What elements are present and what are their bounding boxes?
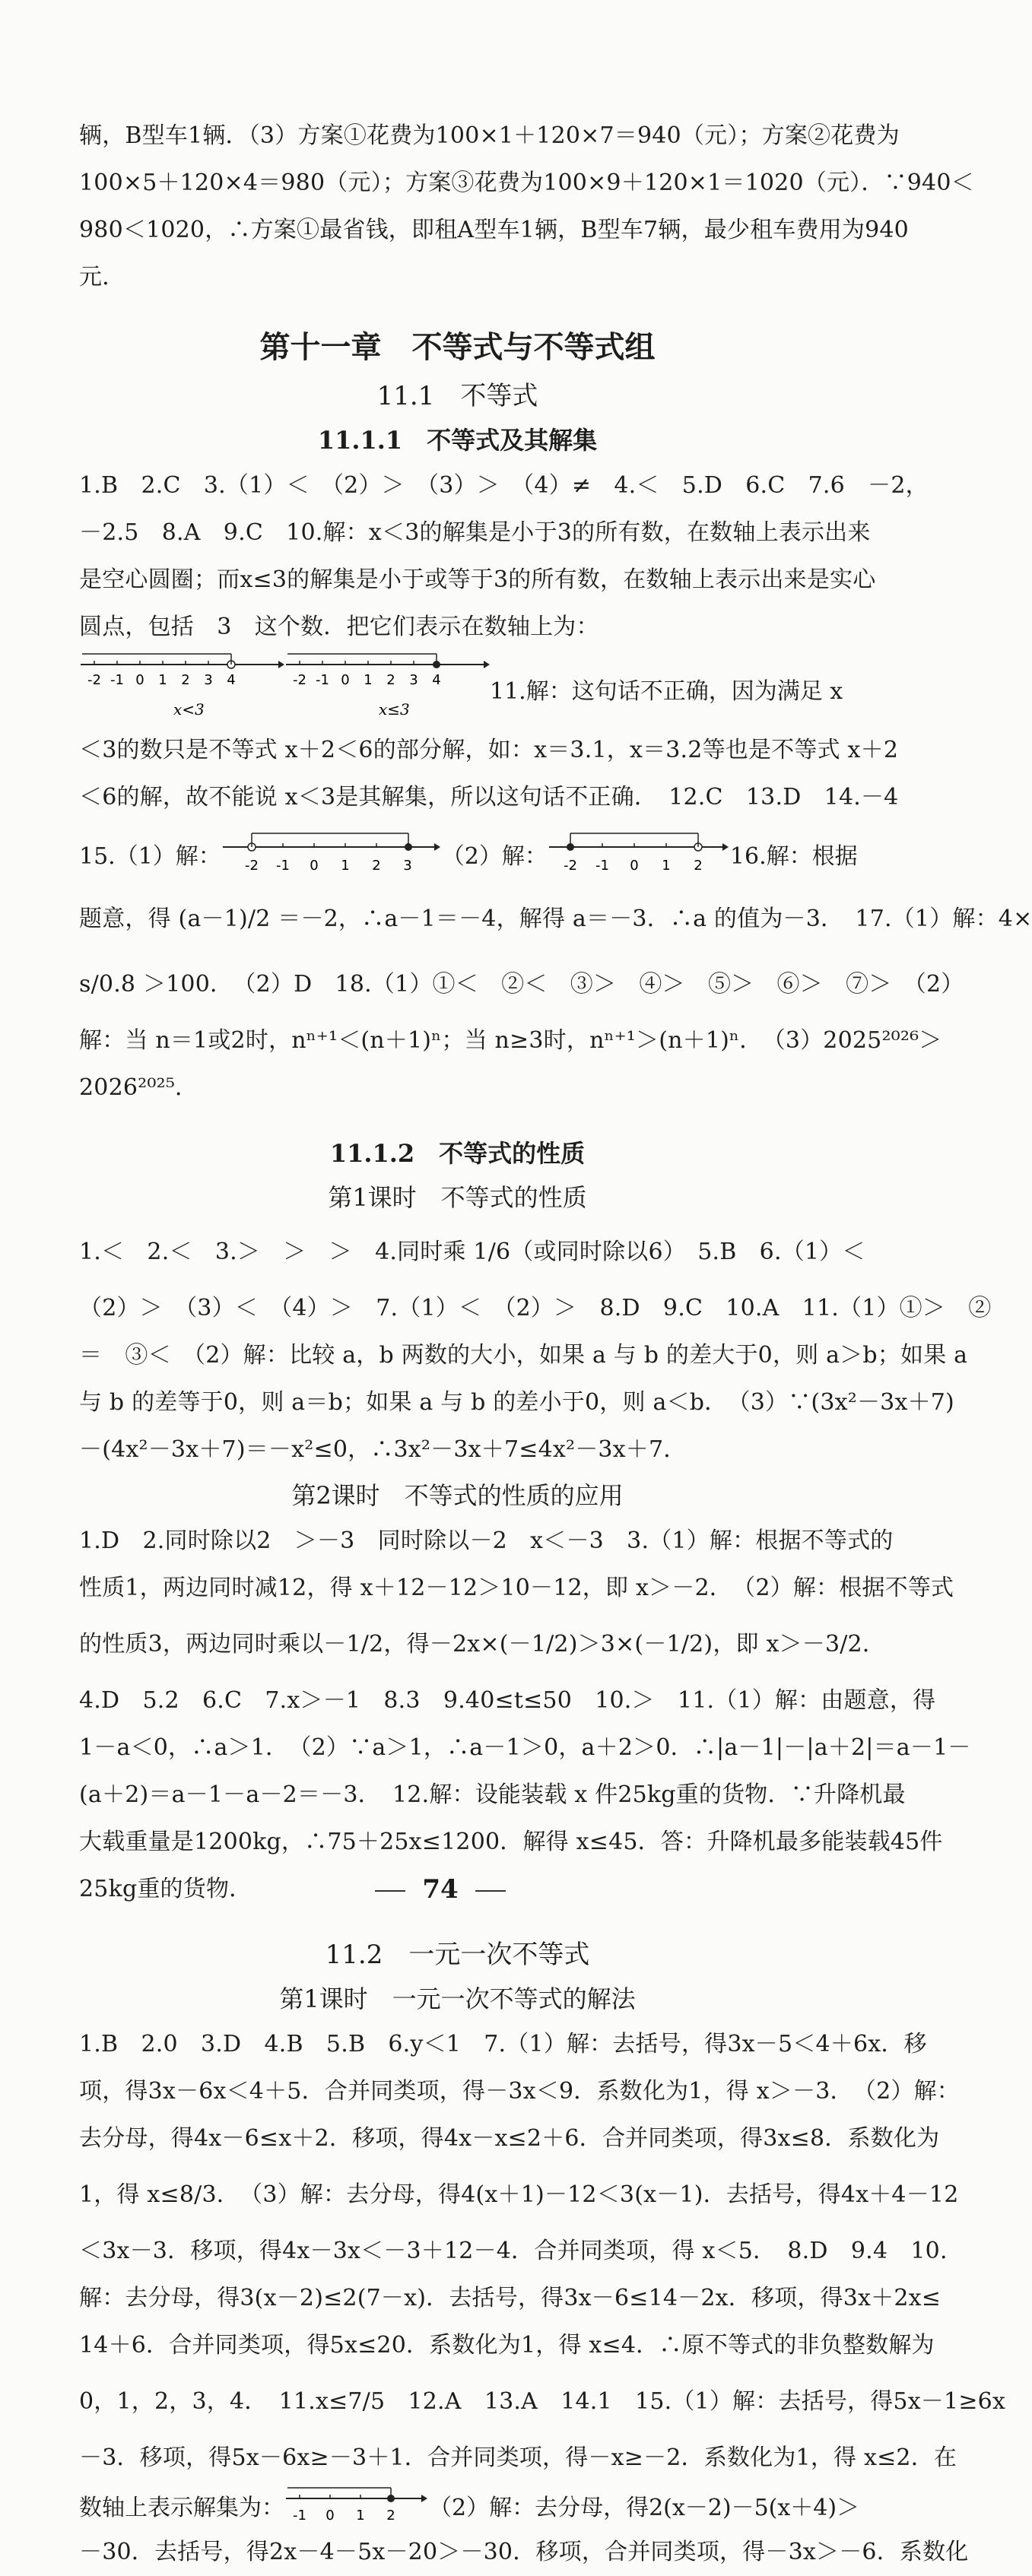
text-line: ＜3x－3．移项，得4x－3x＜－3＋12－4．合并同类项，得 x＜5． 8.D 9.4 10. — [79, 2238, 948, 2264]
q15-figure-line — [79, 821, 858, 887]
text-line: 2026²⁰²⁵． — [79, 1074, 198, 1101]
text-line: 大载重量是1200kg，∴75＋25x≤1200．解得 x≤45．答：升降机最多能装载45件 — [79, 1829, 943, 1855]
text-line: ＜3的数只是不等式 x＋2＜6的部分解，如：x＝3.1，x＝3.2等也是不等式 x＋2 — [79, 737, 899, 763]
text-line: 1－a＜0，∴a＞1． （2）∵a＞1，∴a－1＞0，a＋2＞0．∴|a－1|－|a＋2|＝a－1－ — [79, 1734, 971, 1761]
section-title: 11.1 不等式 — [376, 381, 538, 411]
numline-b-label: x≤3 — [379, 700, 410, 719]
numline-a-label: x<3 — [173, 700, 205, 719]
tick-label: 2 — [386, 672, 395, 688]
q15b-figure-line — [79, 2482, 860, 2529]
text-line: －3．移项，得5x－6x≥－3＋1．合并同类项，得－x≥－2．系数化为1，得 x≤2．在 — [79, 2444, 957, 2471]
text-line: 辆，B型车1辆．（3）方案①花费为100×1＋120×7＝940（元）；方案②花费为 — [79, 122, 900, 149]
text-line: 980＜1020，∴方案①最省钱，即租A型车1辆，B型车7辆，最少租车费用为940 — [79, 217, 909, 243]
text-line: ＝ ③＜ （2）解：比较 a，b 两数的大小，如果 a 与 b 的差大于0，则 a＞b；如果 a — [79, 1342, 968, 1369]
tick-label: 2 — [372, 858, 381, 874]
text-line: (a＋2)＝a－1－a－2＝－3． 12.解：设能装载 x 件25kg重的货物．∵升降机最 — [79, 1781, 906, 1808]
lesson-title: 第2课时 不等式的性质的应用 — [291, 1481, 624, 1510]
tick-label: -1 — [275, 858, 290, 874]
q15-part2-label: （2）解： — [441, 843, 548, 870]
tick-label: -1 — [110, 672, 124, 688]
tick-label: 0 — [135, 672, 144, 688]
tick-label: 2 — [181, 672, 190, 688]
tick-label: 1 — [341, 858, 350, 874]
number-line-q15-2 — [548, 827, 730, 880]
text-line: 的性质3，两边同时乘以－1/2，得－2x×(－1/2)＞3×(－1/2)，即 x＞－3/2． — [79, 1631, 886, 1658]
text-line: －30．去括号，得2x－4－5x－20＞－30．移项，合并同类项，得－3x＞－6．系数化 — [79, 2539, 969, 2565]
text-line: 圆点，包括 3 这个数．把它们表示在数轴上为： — [79, 614, 599, 640]
number-line-x-le-3 — [284, 652, 490, 725]
text-line: 元． — [79, 264, 125, 290]
text-line: －(4x²－3x＋7)＝－x²≤0，∴3x²－3x＋7≤4x²－3x＋7． — [79, 1436, 687, 1463]
tick-label: 3 — [403, 858, 412, 874]
text-line: 去分母，得4x－6≤x＋2．移项，得4x－x≤2＋6．合并同类项，得3x≤8．系数化为 — [79, 2125, 940, 2152]
text-line: 性质1，两边同时减12，得 x＋12－12＞10－12，即 x＞－2． （2）解：根据不等式 — [79, 1575, 954, 1601]
tick-label: 0 — [341, 672, 350, 688]
number-line-q15-1 — [221, 827, 442, 880]
text-line: 1，得 x≤8/3． （3）解：去分母，得4(x＋1)－12＜3(x－1)．去括号，得4x＋4－12 — [79, 2181, 959, 2208]
text-line: 11.解：这句话不正确，因为满足 x — [490, 678, 843, 705]
tick-label: 0 — [630, 858, 639, 874]
tick-label: 3 — [204, 672, 213, 688]
number-line-x-le-2 — [284, 2483, 429, 2527]
tick-label: -1 — [595, 858, 609, 874]
number-line-x-lt-3 — [79, 652, 284, 725]
tick-label: 2 — [694, 858, 703, 874]
tick-label: -2 — [244, 858, 259, 874]
text-line: 1.B 2.0 3.D 4.B 5.B 6.y＜1 7.（1）解：去括号，得3x－5＜4＋6x．移 — [79, 2031, 927, 2057]
subsection-title: 11.1.1 不等式及其解集 — [317, 426, 598, 455]
content-column — [79, 113, 1032, 2576]
text-line: 是空心圆圈；而x≤3的解集是小于或等于3的所有数，在数轴上表示出来是实心 — [79, 566, 876, 593]
text-line: 解：当 n＝1或2时，nⁿ⁺¹＜(n＋1)ⁿ；当 n≥3时，nⁿ⁺¹＞(n＋1)ⁿ． （3）2025²⁰²⁶＞ — [79, 1027, 942, 1054]
tick-label: 3 — [409, 672, 418, 688]
tick-label: 2 — [386, 2508, 395, 2524]
text-line: s/0.8 ＞100． （2）D 18.（1）①＜ ②＜ ③＞ ④＞ ⑤＞ ⑥＞ ⑦＞ （2） — [79, 971, 964, 998]
text-line: 0，1，2，3，4． 11.x≤7/5 12.A 13.A 14.1 15.（1）解：去括号，得5x－1≥6x — [79, 2388, 1006, 2415]
tick-label: -2 — [87, 672, 101, 688]
tick-label: 4 — [432, 672, 441, 688]
text-line: 1.B 2.C 3.（1）＜ （2）＞ （3）＞ （4）≠ 4.＜ 5.D 6.C 7.6 －2， — [79, 472, 929, 499]
tick-label: -2 — [293, 672, 306, 688]
tick-label: -1 — [316, 672, 329, 688]
text-line: 1.D 2.同时除以2 ＞－3 同时除以－2 x＜－3 3.（1）解：根据不等式的 — [79, 1528, 894, 1554]
text-line: 项，得3x－6x＜4＋5．合并同类项，得－3x＜9．系数化为1，得 x＞－3． （2）解： — [79, 2078, 960, 2105]
page-number: 74 — [0, 1874, 881, 1905]
tick-label: 1 — [356, 2508, 365, 2524]
text-line: 100×5＋120×4＝980（元）；方案③花费为100×9＋120×1＝1020（元）．∵940＜ — [79, 170, 974, 196]
q10-figure-line — [79, 651, 843, 727]
tick-label: 1 — [662, 858, 671, 874]
tick-label: 1 — [364, 672, 373, 688]
section-title: 11.2 一元一次不等式 — [325, 1940, 590, 1970]
tick-label: 0 — [310, 858, 319, 874]
text-line: 1.＜ 2.＜ 3.＞ ＞ ＞ 4.同时乘 1/6（或同时除以6） 5.B 6.（1）＜ — [79, 1239, 865, 1265]
text-line: 25kg重的货物． — [79, 1876, 252, 1902]
text-line: 与 b 的差等于0，则 a＝b；如果 a 与 b 的差小于0，则 a＜b． （3）∵(3x²－3x＋7) — [79, 1389, 954, 1416]
text-line: （2）＞ （3）＜ （4）＞ 7.（1）＜ （2）＞ 8.D 9.C 10.A 11.（1）①＞ ② — [79, 1295, 992, 1321]
text-line: 题意，得 (a－1)/2 ＝－2，∴a－1＝－4，解得 a＝－3．∴a 的值为－3． 17.（1）解：4× — [79, 906, 1032, 932]
q15-part1-label: 15.（1）解： — [79, 843, 221, 870]
subsection-title: 11.1.2 不等式的性质 — [329, 1139, 586, 1168]
lesson-title: 第1课时 一元一次不等式的解法 — [279, 1984, 636, 2013]
text-line: 4.D 5.2 6.C 7.x＞－1 8.3 9.40≤t≤50 10.＞ 11.（1）解：由题意，得 — [79, 1687, 936, 1714]
lesson-title: 第1课时 不等式的性质 — [328, 1183, 587, 1212]
q15b-label: 数轴上表示解集为： — [79, 2495, 284, 2521]
tick-label: 0 — [325, 2508, 335, 2524]
tick-label: 4 — [227, 672, 236, 688]
tick-label: -2 — [563, 858, 577, 874]
text-line: 解：去分母，得3(x－2)≤2(7－x)．去括号，得3x－6≤14－2x．移项，得3x＋2x≤ — [79, 2285, 942, 2311]
text-line: －2.5 8.A 9.C 10.解：x＜3的解集是小于3的所有数，在数轴上表示出来 — [79, 519, 871, 546]
text-line: 16.解：根据 — [729, 843, 858, 870]
text-line: 14＋6．合并同类项，得5x≤20．系数化为1，得 x≤4．∴原不等式的非负整数解为 — [79, 2332, 935, 2359]
tick-label: 1 — [158, 672, 167, 688]
chapter-title: 第十一章 不等式与不等式组 — [259, 329, 656, 365]
text-line: （2）解：去分母，得2(x－2)－5(x＋4)＞ — [429, 2495, 860, 2521]
tick-label: -1 — [293, 2508, 306, 2524]
text-line: ＜6的解，故不能说 x＜3是其解集，所以这句话不正确． 12.C 13.D 14.－4 — [79, 784, 899, 811]
